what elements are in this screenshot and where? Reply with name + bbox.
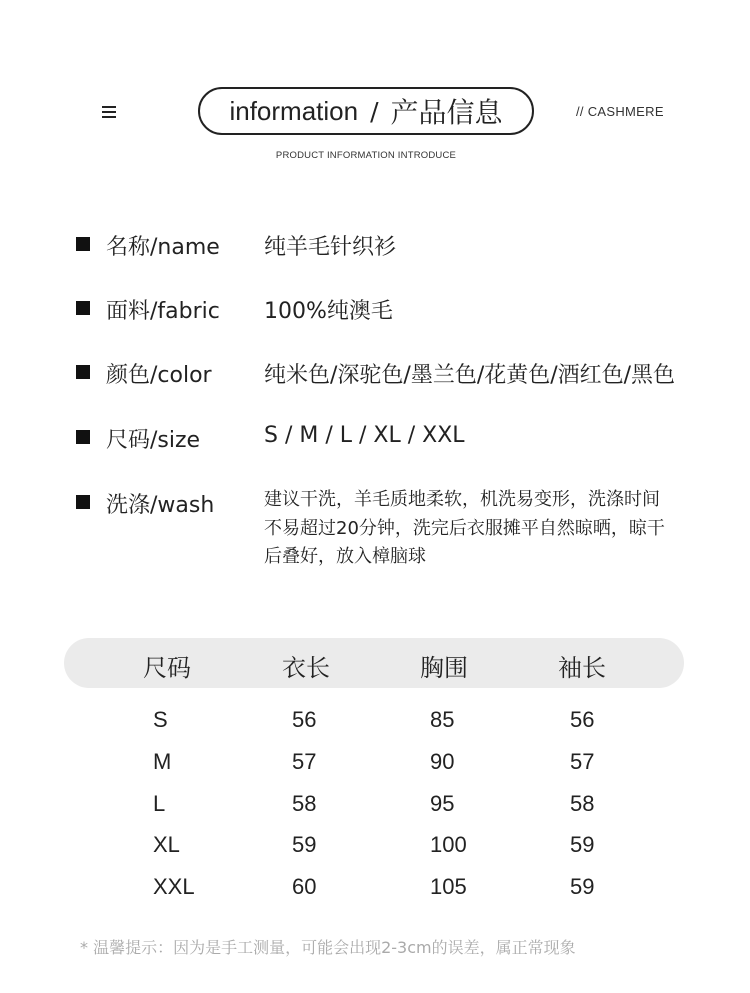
info-value: 100%纯澳毛 [264,299,393,324]
bullet-square [76,237,90,251]
info-value: S / M / L / XL / XXL [264,423,465,448]
measurement-note: * 温馨提示：因为是手工测量，可能会出现2-3cm的误差，属正常现象 [80,938,576,957]
info-label: 面料/fabric [106,299,220,324]
info-value: 纯羊毛针织衫 [264,235,397,260]
bullet-square [76,495,90,509]
table-cell: 100 [430,832,467,858]
info-label: 尺码/size [106,428,201,453]
title-english: information [229,95,359,126]
info-label: 洗涤/wash [106,493,215,518]
table-cell: XL [153,832,180,858]
table-cell: 59 [570,874,595,900]
menu-icon [102,106,116,119]
info-value: 纯米色/深驼色/墨兰色/花黄色/酒红色/黑色 [264,363,676,388]
subtitle: PRODUCT INFORMATION INTRODUCE [275,150,457,161]
table-header-size: 尺码 [143,654,191,682]
table-cell: 95 [430,790,455,816]
table-cell: 59 [570,832,595,858]
brand-label: // CASHMERE [576,104,664,119]
table-cell: 58 [292,790,317,816]
table-cell: M [153,748,172,774]
bullet-square [76,301,90,315]
table-cell: 90 [430,748,455,774]
table-cell: 57 [570,748,595,774]
table-cell: L [153,790,166,816]
bullet-square [76,365,90,379]
table-cell: S [153,707,168,732]
info-value: 建议干洗，羊毛质地柔软，机洗易变形，洗涤时间不易超过20分钟，洗完后衣服摊平自然晾晒，晾干后叠好，放入樟脑球 [264,489,665,567]
title-separator: / [370,96,379,126]
table-cell: XXL [153,874,195,900]
table-header-length: 衣长 [282,654,330,682]
title-chinese: 产品信息 [390,96,503,129]
info-label: 颜色/color [106,363,212,388]
table-header-sleeve: 袖长 [558,654,606,682]
table-cell: 58 [570,790,595,816]
table-cell: 85 [430,707,455,732]
table-cell: 105 [430,874,467,900]
table-cell: 57 [292,748,317,774]
info-label: 名称/name [106,235,220,260]
table-header-chest: 胸围 [420,654,468,682]
table-cell: 59 [292,832,317,858]
bullet-square [76,430,90,444]
table-cell: 56 [570,707,595,732]
table-cell: 56 [292,707,317,732]
page-title [198,87,534,135]
table-cell: 60 [292,874,317,900]
